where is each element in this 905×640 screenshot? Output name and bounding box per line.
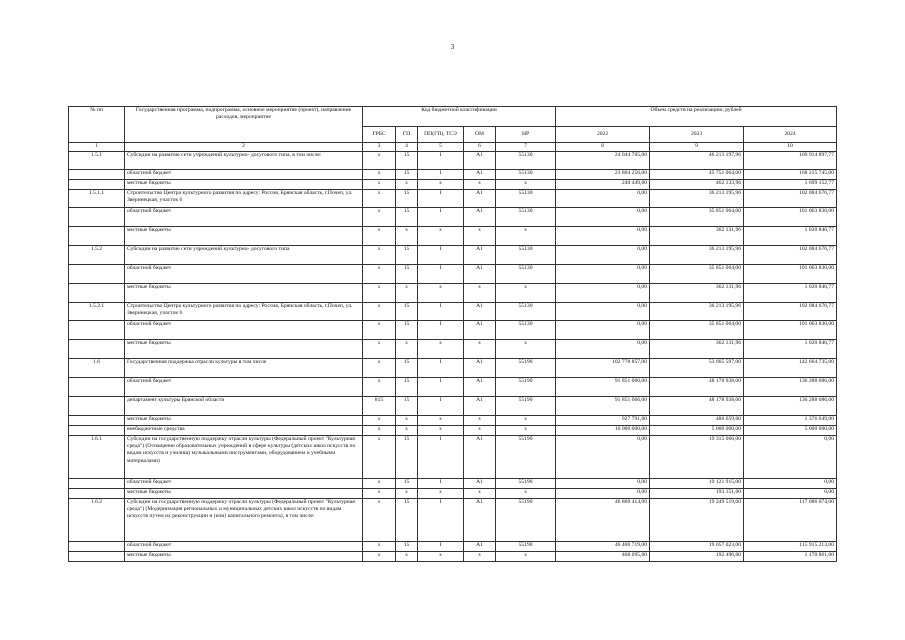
amount-2023: 45 751 064,00 (650, 170, 744, 180)
header-year-2022: 2022 (556, 127, 650, 143)
gp-code: 15 (396, 542, 418, 552)
row-name: местные бюджеты (125, 340, 363, 359)
nr-code: 55130 (496, 246, 556, 265)
gp-code: x (396, 180, 418, 190)
ppgp-code: I (418, 246, 464, 265)
om-code: x (464, 340, 496, 359)
amount-2022: 468 695,00 (556, 552, 650, 562)
nr-code: x (496, 180, 556, 190)
nr-code: 55130 (496, 303, 556, 321)
gp-code: x (396, 489, 418, 499)
om-code: A1 (464, 208, 496, 227)
grbs-code: x (363, 340, 396, 359)
gp-code: x (396, 416, 418, 426)
gp-code: 15 (396, 265, 418, 284)
header-col-num: № пп (69, 107, 125, 143)
ppgp-code: x (418, 552, 464, 562)
nr-code: 55130 (496, 152, 556, 170)
nr-code: 55130 (496, 265, 556, 284)
row-name: Строительство Центра культурного развития по адресу: Россия, Брянская область, г.Почеп, ул. Зверинецкая, участок 6 (125, 303, 363, 321)
om-code: x (464, 552, 496, 562)
column-number: 2 (125, 143, 363, 152)
amount-2024: 0,00 (744, 489, 837, 499)
ppgp-code: I (418, 303, 464, 321)
page-number: 3 (450, 43, 455, 51)
amount-2022: 91 851 066,00 (556, 397, 650, 416)
row-number (69, 284, 125, 303)
row-number (69, 321, 125, 340)
amount-2022: 0,00 (556, 246, 650, 265)
grbs-code: x (363, 180, 396, 190)
amount-2022: 0,00 (556, 436, 650, 479)
table-row (69, 190, 837, 208)
table-row (69, 499, 837, 542)
row-name: областной бюджет (125, 321, 363, 340)
grbs-code: x (363, 321, 396, 340)
row-name: Субсидии на государственную поддержку отрасли культуры (Федеральный проект "Культурная среда") (Оснащение образовательных учреждений в сфере культуры (детских школ искусств по видам искусств и училищ) музыкальными инструментами, оборудованием и учебными материалами) (125, 436, 363, 479)
row-number (69, 489, 125, 499)
header-nr: НР (496, 127, 556, 143)
om-code: A1 (464, 152, 496, 170)
grbs-code: x (363, 246, 396, 265)
gp-code: 15 (396, 321, 418, 340)
amount-2023: 192 496,00 (650, 552, 744, 562)
amount-2022: 0,00 (556, 340, 650, 359)
om-code: A1 (464, 436, 496, 479)
gp-code: 15 (396, 359, 418, 378)
nr-code: 55130 (496, 190, 556, 208)
table-row (69, 479, 837, 489)
amount-2022: 91 851 066,00 (556, 378, 650, 397)
amount-2022: 0,00 (556, 489, 650, 499)
amount-2022: 0,00 (556, 303, 650, 321)
row-name: Субсидии на государственную поддержку отрасли культуры (Федеральный проект "Культурная среда") (Модернизация региональных и муниципальных детских школ искусств по видам искусств путем их реконструкции и (или) капитального ремонта), в том числе: (125, 499, 363, 542)
amount-2022: 0,00 (556, 479, 650, 489)
row-number (69, 180, 125, 190)
ppgp-code: x (418, 426, 464, 436)
amount-2023: 48 178 938,00 (650, 397, 744, 416)
om-code: A1 (464, 170, 496, 180)
row-name: Субсидии на развитие сети учреждений культурно- досугового типа, в том числе: (125, 152, 363, 170)
row-number: 1.6.1 (69, 436, 125, 479)
nr-code: 55190 (496, 359, 556, 378)
amount-2022: 240 449,00 (556, 180, 650, 190)
header-om: ОМ (464, 127, 496, 143)
grbs-code: x (363, 265, 396, 284)
amount-2022: 0,00 (556, 321, 650, 340)
om-code: x (464, 426, 496, 436)
row-name: Строительство Центра культурного развития по адресу: Россия, Брянская область, г.Почеп, ул. Зверинецкая, участок 6 (125, 190, 363, 208)
grbs-code: 815 (363, 397, 396, 416)
gp-code: 15 (396, 499, 418, 542)
row-number (69, 265, 125, 284)
om-code: A1 (464, 190, 496, 208)
amount-2022: 0,00 (556, 265, 650, 284)
amount-2022: 0,00 (556, 208, 650, 227)
row-number: 1.5.2.1 (69, 303, 125, 321)
column-number: 10 (744, 143, 837, 152)
gp-code: x (396, 340, 418, 359)
row-name: областной бюджет (125, 208, 363, 227)
table-row (69, 416, 837, 426)
om-code: A1 (464, 499, 496, 542)
row-number (69, 542, 125, 552)
header-amount-group: Объем средств на реализацию, рублей (556, 107, 837, 127)
om-code: A1 (464, 378, 496, 397)
ppgp-code: I (418, 359, 464, 378)
row-number: 1.6.2 (69, 499, 125, 542)
table-row (69, 180, 837, 190)
table-row (69, 265, 837, 284)
row-name: Государственная поддержка отрасли культуры в том числе (125, 359, 363, 378)
amount-2024: 169 914 897,77 (744, 152, 837, 170)
table-row (69, 552, 837, 562)
amount-2022: 0,00 (556, 227, 650, 246)
amount-2022: 24 044 705,00 (556, 152, 650, 170)
row-name: местные бюджеты (125, 284, 363, 303)
ppgp-code: I (418, 378, 464, 397)
grbs-code: x (363, 499, 396, 542)
nr-code: 55190 (496, 397, 556, 416)
amount-2024: 1 376 649,00 (744, 416, 837, 426)
gp-code: 15 (396, 190, 418, 208)
amount-2022: 46 869 414,00 (556, 499, 650, 542)
table-row (69, 152, 837, 170)
amount-2024: 0,00 (744, 479, 837, 489)
om-code: A1 (464, 542, 496, 552)
table-row (69, 303, 837, 321)
gp-code: 15 (396, 170, 418, 180)
om-code: A1 (464, 265, 496, 284)
row-number (69, 340, 125, 359)
amount-2022: 23 804 256,00 (556, 170, 650, 180)
amount-2024: 102 084 676,77 (744, 303, 837, 321)
row-number (69, 227, 125, 246)
amount-2023: 193 151,00 (650, 489, 744, 499)
amount-2023: 36 213 195,96 (650, 190, 744, 208)
ppgp-code: I (418, 479, 464, 489)
header-code-group: Код бюджетной классификации (363, 107, 556, 127)
gp-code: x (396, 227, 418, 246)
row-name: областной бюджет (125, 542, 363, 552)
om-code: x (464, 489, 496, 499)
row-name: местные бюджеты (125, 227, 363, 246)
ppgp-code: x (418, 340, 464, 359)
table-row (69, 489, 837, 499)
table-row (69, 378, 837, 397)
nr-code: x (496, 552, 556, 562)
grbs-code: x (363, 436, 396, 479)
amount-2024: 101 063 830,00 (744, 321, 837, 340)
gp-code: x (396, 284, 418, 303)
ppgp-code: I (418, 397, 464, 416)
amount-2023: 36 213 195,96 (650, 246, 744, 265)
ppgp-code: x (418, 489, 464, 499)
amount-2024: 102 084 676,77 (744, 246, 837, 265)
table-row (69, 170, 837, 180)
table-row (69, 397, 837, 416)
amount-2024: 1 699 152,77 (744, 180, 837, 190)
amount-2024: 1 020 846,77 (744, 340, 837, 359)
amount-2024: 136 288 086,00 (744, 397, 837, 416)
amount-2022: 102 778 857,00 (556, 359, 650, 378)
row-number: 1.5.1.1 (69, 190, 125, 208)
amount-2022: 0,00 (556, 190, 650, 208)
ppgp-code: x (418, 180, 464, 190)
row-name: областной бюджет (125, 479, 363, 489)
table-body (69, 152, 837, 562)
gp-code: 15 (396, 152, 418, 170)
amount-2024: 115 915 213,00 (744, 542, 837, 552)
row-number (69, 170, 125, 180)
grbs-code: x (363, 190, 396, 208)
amount-2024: 0,00 (744, 436, 837, 479)
row-name: областной бюджет (125, 378, 363, 397)
amount-2023: 5 000 000,00 (650, 426, 744, 436)
nr-code: 55190 (496, 542, 556, 552)
row-name: местные бюджеты (125, 180, 363, 190)
header-grbs: ГРБС (363, 127, 396, 143)
row-name: местные бюджеты (125, 416, 363, 426)
ppgp-code: I (418, 542, 464, 552)
column-number: 8 (556, 143, 650, 152)
ppgp-code: I (418, 170, 464, 180)
nr-code: x (496, 340, 556, 359)
amount-2023: 35 851 064,00 (650, 321, 744, 340)
grbs-code: x (363, 489, 396, 499)
header-gp: ГП (396, 127, 418, 143)
ppgp-code: x (418, 416, 464, 426)
row-number (69, 479, 125, 489)
amount-2023: 19 057 023,00 (650, 542, 744, 552)
grbs-code: x (363, 359, 396, 378)
amount-2024: 117 086 074,00 (744, 499, 837, 542)
nr-code: 55190 (496, 499, 556, 542)
header-col-name: Государственная программа, подпрограмма, основное мероприятие (проект), направление расходов, мероприятие (125, 107, 363, 143)
grbs-code: x (363, 542, 396, 552)
ppgp-code: x (418, 284, 464, 303)
ppgp-code: I (418, 321, 464, 340)
amount-2023: 19 315 066,00 (650, 436, 744, 479)
ppgp-code: I (418, 499, 464, 542)
amount-2024: 5 000 000,00 (744, 426, 837, 436)
nr-code: 55130 (496, 321, 556, 340)
row-number (69, 378, 125, 397)
ppgp-code: I (418, 208, 464, 227)
om-code: A1 (464, 321, 496, 340)
row-name: местные бюджеты (125, 552, 363, 562)
nr-code: 55190 (496, 479, 556, 489)
nr-code: 55190 (496, 378, 556, 397)
gp-code: 15 (396, 436, 418, 479)
column-number: 7 (496, 143, 556, 152)
nr-code: x (496, 416, 556, 426)
row-number: 1.5.1 (69, 152, 125, 170)
amount-2023: 48 178 938,00 (650, 378, 744, 397)
amount-2024: 101 063 830,00 (744, 208, 837, 227)
amount-2024: 102 084 676,77 (744, 190, 837, 208)
amount-2024: 1 020 846,77 (744, 284, 837, 303)
column-number: 9 (650, 143, 744, 152)
row-name: Субсидии на развитие сети учреждений культурно- досугового типа (125, 246, 363, 265)
amount-2024: 168 215 745,00 (744, 170, 837, 180)
table-row (69, 284, 837, 303)
amount-2023: 362 131,96 (650, 340, 744, 359)
gp-code: 15 (396, 303, 418, 321)
ppgp-code: I (418, 152, 464, 170)
amount-2023: 362 131,96 (650, 227, 744, 246)
row-number: 1.5.2 (69, 246, 125, 265)
grbs-code: x (363, 378, 396, 397)
header-ppgp-tse: ПП(ГП), ТСЭ (418, 127, 464, 143)
om-code: A1 (464, 303, 496, 321)
om-code: x (464, 416, 496, 426)
gp-code: 15 (396, 378, 418, 397)
om-code: A1 (464, 359, 496, 378)
nr-code: 55190 (496, 436, 556, 479)
amount-2023: 362 131,96 (650, 284, 744, 303)
table-row (69, 227, 837, 246)
amount-2024: 1 170 861,00 (744, 552, 837, 562)
grbs-code: x (363, 170, 396, 180)
row-name: областной бюджет (125, 170, 363, 180)
header-year-2023: 2023 (650, 127, 744, 143)
column-number: 6 (464, 143, 496, 152)
grbs-code: x (363, 284, 396, 303)
amount-2023: 462 133,96 (650, 180, 744, 190)
table-row (69, 436, 837, 479)
grbs-code: x (363, 152, 396, 170)
grbs-code: x (363, 227, 396, 246)
nr-code: 55130 (496, 170, 556, 180)
amount-2024: 142 664 735,00 (744, 359, 837, 378)
column-number: 1 (69, 143, 125, 152)
grbs-code: x (363, 426, 396, 436)
amount-2022: 927 791,00 (556, 416, 650, 426)
ppgp-code: I (418, 265, 464, 284)
amount-2024: 136 288 086,00 (744, 378, 837, 397)
om-code: A1 (464, 479, 496, 489)
table-row (69, 246, 837, 265)
header-year-2024: 2024 (744, 127, 837, 143)
ppgp-code: x (418, 227, 464, 246)
row-number (69, 397, 125, 416)
row-number (69, 552, 125, 562)
table-row (69, 321, 837, 340)
budget-table (68, 106, 837, 562)
om-code: A1 (464, 246, 496, 265)
om-code: A1 (464, 397, 496, 416)
amount-2023: 35 851 064,00 (650, 265, 744, 284)
column-number: 3 (363, 143, 396, 152)
amount-2024: 101 063 830,00 (744, 265, 837, 284)
amount-2022: 46 400 719,00 (556, 542, 650, 552)
om-code: x (464, 227, 496, 246)
om-code: x (464, 284, 496, 303)
nr-code: x (496, 284, 556, 303)
amount-2022: 10 000 000,00 (556, 426, 650, 436)
amount-2023: 36 213 195,96 (650, 303, 744, 321)
gp-code: 15 (396, 246, 418, 265)
grbs-code: x (363, 303, 396, 321)
gp-code: x (396, 426, 418, 436)
grbs-code: x (363, 479, 396, 489)
nr-code: 55130 (496, 208, 556, 227)
ppgp-code: I (418, 190, 464, 208)
amount-2023: 53 665 597,00 (650, 359, 744, 378)
gp-code: 15 (396, 208, 418, 227)
table-row (69, 359, 837, 378)
row-name: департамент культуры Брянской области (125, 397, 363, 416)
ppgp-code: I (418, 436, 464, 479)
grbs-code: x (363, 552, 396, 562)
amount-2023: 46 213 197,96 (650, 152, 744, 170)
row-number (69, 426, 125, 436)
row-number (69, 416, 125, 426)
table-row (69, 208, 837, 227)
table-row (69, 426, 837, 436)
row-number: 1.6 (69, 359, 125, 378)
row-name: местные бюджеты (125, 489, 363, 499)
amount-2023: 19 249 519,00 (650, 499, 744, 542)
row-name: областной бюджет (125, 265, 363, 284)
gp-code: 15 (396, 397, 418, 416)
grbs-code: x (363, 416, 396, 426)
amount-2023: 19 121 915,00 (650, 479, 744, 489)
amount-2024: 1 020 846,77 (744, 227, 837, 246)
nr-code: x (496, 426, 556, 436)
column-number: 5 (418, 143, 464, 152)
amount-2022: 0,00 (556, 284, 650, 303)
amount-2023: 486 659,00 (650, 416, 744, 426)
grbs-code: x (363, 208, 396, 227)
gp-code: 15 (396, 479, 418, 489)
row-name: внебюджетные средства (125, 426, 363, 436)
column-number: 4 (396, 143, 418, 152)
gp-code: x (396, 552, 418, 562)
row-number (69, 208, 125, 227)
table-row (69, 340, 837, 359)
nr-code: x (496, 489, 556, 499)
amount-2023: 35 851 064,00 (650, 208, 744, 227)
table-row (69, 542, 837, 552)
om-code: x (464, 180, 496, 190)
nr-code: x (496, 227, 556, 246)
